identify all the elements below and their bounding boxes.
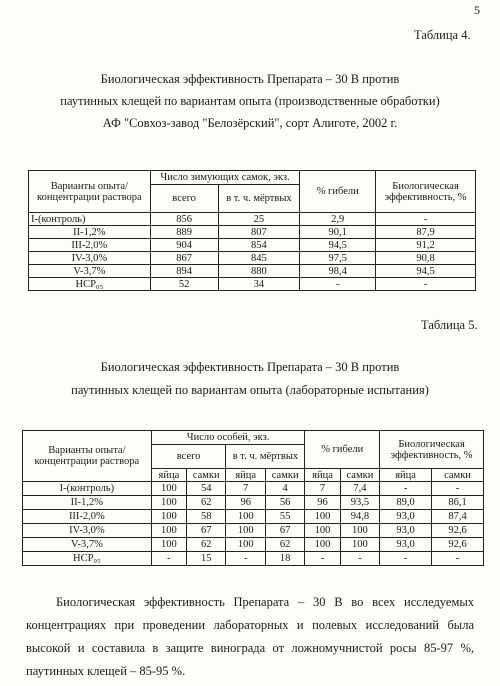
table-cell: 100 bbox=[305, 524, 340, 538]
table-cell: 807 bbox=[218, 226, 300, 239]
table-cell: 92,6 bbox=[432, 524, 484, 538]
table-cell: 100 bbox=[151, 496, 186, 510]
table-cell: 100 bbox=[340, 538, 379, 552]
table-cell: 90,1 bbox=[300, 226, 376, 239]
table-cell: 56 bbox=[265, 496, 304, 510]
table-cell: 2,9 bbox=[300, 213, 376, 226]
table-row bbox=[29, 278, 476, 291]
table-row bbox=[23, 538, 484, 552]
table-cell: 867 bbox=[150, 252, 218, 265]
table-cell: 94,5 bbox=[300, 239, 376, 252]
table-cell: 55 bbox=[265, 510, 304, 524]
table-cell: 100 bbox=[151, 524, 186, 538]
table-cell: - bbox=[300, 278, 376, 291]
table-cell: 62 bbox=[187, 538, 226, 552]
table-cell: 62 bbox=[187, 496, 226, 510]
table-cell: 7,4 bbox=[340, 482, 379, 496]
table5-header-dead: в т. ч. мёртвых bbox=[226, 445, 305, 469]
table4-title-line-1: Биологическая эффективность Препарата – 30 В против bbox=[100, 72, 400, 86]
table-cell: - bbox=[432, 552, 484, 566]
table-cell: 100 bbox=[151, 482, 186, 496]
table-cell: 67 bbox=[265, 524, 304, 538]
table-cell: I-(контроль) bbox=[29, 213, 151, 226]
table-cell: 100 bbox=[340, 524, 379, 538]
table-cell: НСР₀₅ bbox=[23, 552, 152, 566]
table-cell: НСР₀₅ bbox=[29, 278, 151, 291]
table-cell: 845 bbox=[218, 252, 300, 265]
table-cell: 15 bbox=[187, 552, 226, 566]
table-cell: 89,0 bbox=[380, 496, 432, 510]
table-cell: 90,8 bbox=[376, 252, 476, 265]
table-cell: 856 bbox=[150, 213, 218, 226]
table-cell: 904 bbox=[150, 239, 218, 252]
table5-header-count-group: Число особей, экз. bbox=[151, 431, 305, 445]
table-cell: II-1,2% bbox=[23, 496, 152, 510]
table5-title-line-2: паутинных клещей по вариантам опыта (лабораторные испытания) bbox=[71, 383, 429, 397]
table-cell: 96 bbox=[305, 496, 340, 510]
table5-header-eggs: яйца bbox=[226, 469, 265, 482]
table-cell: I-(контроль) bbox=[23, 482, 152, 496]
table-row bbox=[29, 252, 476, 265]
table5-header-mortality: % гибели bbox=[305, 431, 380, 469]
table4-label: Таблица 4. bbox=[414, 28, 471, 42]
table-cell: - bbox=[340, 552, 379, 566]
conclusion-paragraph bbox=[26, 591, 474, 683]
table-cell: 91,2 bbox=[376, 239, 476, 252]
table-cell: V-3,7% bbox=[23, 538, 152, 552]
table-cell: 94,8 bbox=[340, 510, 379, 524]
table-cell: 889 bbox=[150, 226, 218, 239]
table-cell: 94,5 bbox=[376, 265, 476, 278]
table-cell: 86,1 bbox=[432, 496, 484, 510]
table-cell: 97,5 bbox=[300, 252, 376, 265]
table4-header-total: всего bbox=[150, 185, 218, 213]
table5-header-eggs: яйца bbox=[380, 469, 432, 482]
table5-header-eggs: яйца bbox=[305, 469, 340, 482]
table-cell: - bbox=[151, 552, 186, 566]
table-cell: 4 bbox=[265, 482, 304, 496]
table5-header-females: самки bbox=[187, 469, 226, 482]
table4 bbox=[28, 170, 476, 291]
table-cell: III-2,0% bbox=[29, 239, 151, 252]
table-cell: 93,0 bbox=[380, 524, 432, 538]
table4-header-variants: Варианты опыта/концентрации раствора bbox=[29, 171, 151, 213]
table-cell: 100 bbox=[226, 524, 265, 538]
table-cell: 87,4 bbox=[432, 510, 484, 524]
table5-header-variants: Варианты опыта/концентрации раствора bbox=[23, 431, 152, 482]
table-cell: - bbox=[376, 213, 476, 226]
table5-title-line-1: Биологическая эффективность Препарата – 30 В против bbox=[100, 360, 400, 374]
table-cell: 93,0 bbox=[380, 538, 432, 552]
table-cell: - bbox=[432, 482, 484, 496]
table-cell: 54 bbox=[187, 482, 226, 496]
table-cell: 854 bbox=[218, 239, 300, 252]
table-cell: - bbox=[376, 278, 476, 291]
table5-header-eggs: яйца bbox=[151, 469, 186, 482]
table-cell: 93,0 bbox=[380, 510, 432, 524]
table4-header-count-group: Число зимующих самок, экз. bbox=[150, 171, 300, 185]
table5-header-total: всего bbox=[151, 445, 226, 469]
table-cell: 100 bbox=[305, 538, 340, 552]
table5-label: Таблица 5. bbox=[421, 318, 478, 332]
table-cell: 67 bbox=[187, 524, 226, 538]
table-cell: 100 bbox=[151, 538, 186, 552]
table-cell: 87,9 bbox=[376, 226, 476, 239]
table-cell: 93,5 bbox=[340, 496, 379, 510]
table-row bbox=[23, 510, 484, 524]
table-cell: 96 bbox=[226, 496, 265, 510]
table-cell: 92,6 bbox=[432, 538, 484, 552]
table-cell: 62 bbox=[265, 538, 304, 552]
table-cell: V-3,7% bbox=[29, 265, 151, 278]
table-cell: 18 bbox=[265, 552, 304, 566]
table4-title-line-3: АФ "Совхоз-завод "Белозёрский", сорт Алиготе, 2002 г. bbox=[102, 116, 398, 130]
table-cell: - bbox=[380, 482, 432, 496]
table5-header-females: самки bbox=[432, 469, 484, 482]
table-cell: 100 bbox=[226, 538, 265, 552]
table5-header-efficiency: Биологическая эффективность, % bbox=[380, 431, 484, 469]
table-row bbox=[29, 226, 476, 239]
table-row bbox=[23, 482, 484, 496]
table4-header-dead: в т. ч. мёртвых bbox=[218, 185, 300, 213]
table4-title-line-2: паутинных клещей по вариантам опыта (производственные обработки) bbox=[60, 94, 440, 108]
table-cell: 100 bbox=[151, 510, 186, 524]
table5-header-females: самки bbox=[265, 469, 304, 482]
table-row bbox=[29, 213, 476, 226]
table4-header-mortality: % гибели bbox=[300, 171, 376, 213]
table-cell: 52 bbox=[150, 278, 218, 291]
table-row bbox=[29, 239, 476, 252]
table-cell: 98,4 bbox=[300, 265, 376, 278]
table-cell: 880 bbox=[218, 265, 300, 278]
table-cell: 7 bbox=[305, 482, 340, 496]
table-row bbox=[23, 496, 484, 510]
page-number: 5 bbox=[474, 3, 480, 17]
conclusion-text: Биологическая эффективность Препарата – 30 В во всех исследуемых концентрациях при проведении лабораторных и полевых исследований была высокой и составила в защите винограда от ложномучнистой росы 85-97 %, паутинных клещей – 85-95 %. bbox=[26, 595, 474, 678]
table-cell: III-2,0% bbox=[23, 510, 152, 524]
table5-header-females: самки bbox=[340, 469, 379, 482]
table5 bbox=[22, 430, 484, 566]
table-cell: 58 bbox=[187, 510, 226, 524]
table-cell: 894 bbox=[150, 265, 218, 278]
table-row bbox=[23, 524, 484, 538]
table-cell: 25 bbox=[218, 213, 300, 226]
table-cell: - bbox=[226, 552, 265, 566]
table-cell: IV-3,0% bbox=[23, 524, 152, 538]
table-row bbox=[23, 552, 484, 566]
table-cell: - bbox=[305, 552, 340, 566]
table-cell: 100 bbox=[305, 510, 340, 524]
table-cell: 100 bbox=[226, 510, 265, 524]
table-cell: II-1,2% bbox=[29, 226, 151, 239]
table-cell: 34 bbox=[218, 278, 300, 291]
table-cell: - bbox=[380, 552, 432, 566]
table-cell: 7 bbox=[226, 482, 265, 496]
table4-header-efficiency: Биологическая эффективность, % bbox=[376, 171, 476, 213]
table-cell: IV-3,0% bbox=[29, 252, 151, 265]
table-row bbox=[29, 265, 476, 278]
